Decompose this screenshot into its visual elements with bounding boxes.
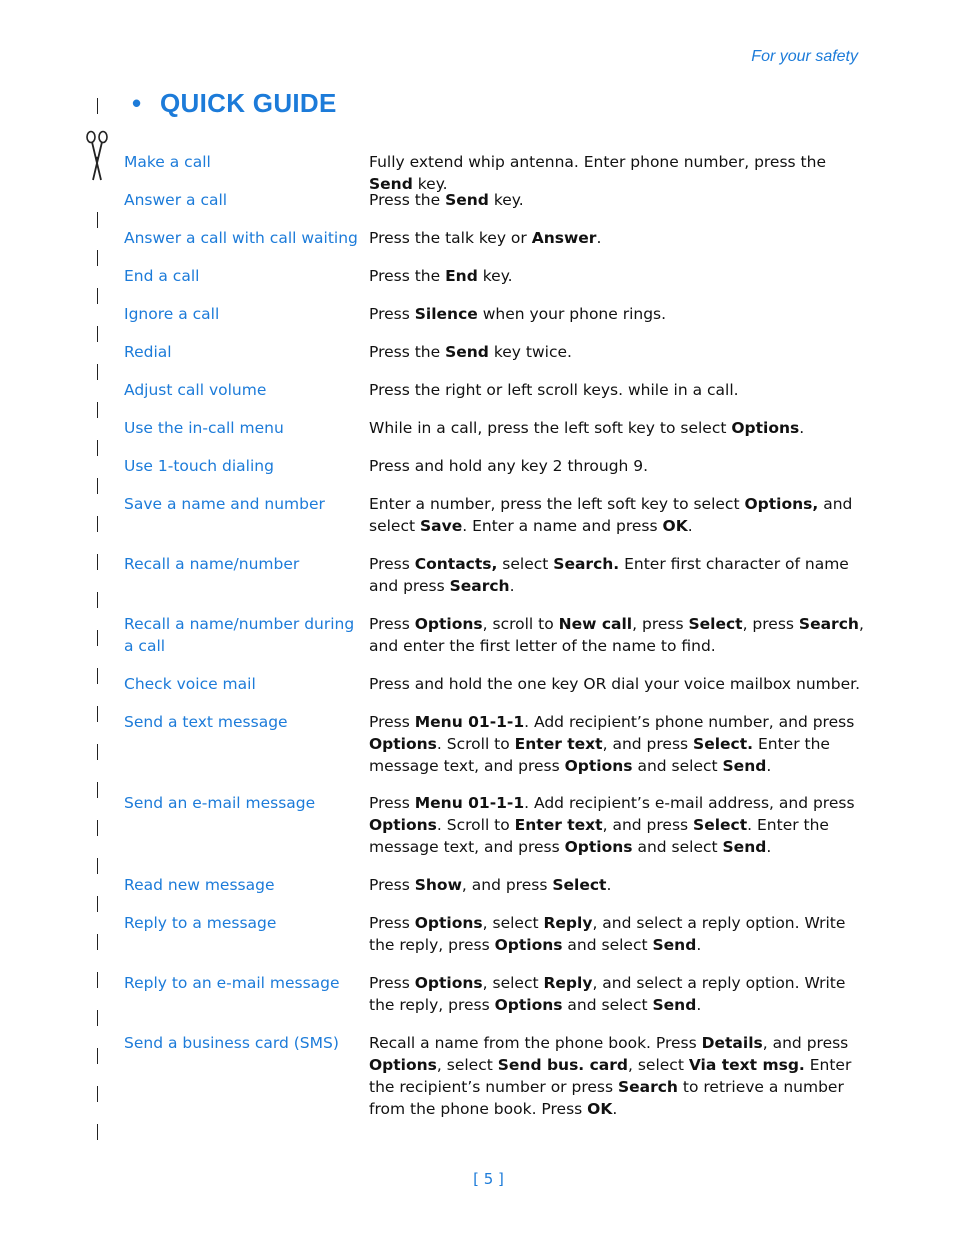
scissors-icon xyxy=(84,130,110,184)
description-text: . xyxy=(509,577,515,595)
description-keyword: Options xyxy=(494,936,563,954)
cut-mark xyxy=(97,1086,98,1102)
cut-mark xyxy=(97,516,98,532)
description-text: . Scroll to xyxy=(436,735,515,753)
description-keyword: Send xyxy=(369,175,413,193)
description-keyword: Via text msg. xyxy=(688,1056,805,1074)
description-text: , and select a reply option. Write the reply, press xyxy=(369,914,846,954)
guide-description xyxy=(369,972,869,1016)
description-text: Press xyxy=(369,914,415,932)
description-keyword: New call xyxy=(558,615,633,633)
description-text: . Enter a name and press xyxy=(462,517,663,535)
page-number: [ 5 ] xyxy=(473,1170,504,1188)
description-keyword: Options xyxy=(414,615,483,633)
guide-action: Use 1-touch dialing xyxy=(124,457,274,475)
guide-action: Redial xyxy=(124,343,172,361)
description-text: Press the right or left scroll keys. while in a call. xyxy=(369,381,739,399)
description-keyword: Send xyxy=(445,191,489,209)
description-keyword: Enter text xyxy=(514,735,603,753)
description-text: and select xyxy=(632,838,723,856)
description-text: . xyxy=(687,517,693,535)
cut-mark xyxy=(97,858,98,874)
description-text: Press xyxy=(369,305,415,323)
description-text: Press the xyxy=(369,343,446,361)
description-text: . Enter the message text, and press xyxy=(369,816,829,856)
description-keyword: Options xyxy=(414,914,483,932)
page-title xyxy=(132,88,337,119)
description-text: , select xyxy=(627,1056,689,1074)
description-keyword: Save xyxy=(419,517,463,535)
description-keyword: Select xyxy=(688,615,743,633)
cut-mark xyxy=(97,1048,98,1064)
description-keyword: Silence xyxy=(414,305,478,323)
cut-mark xyxy=(97,98,98,114)
description-text: , and enter the first letter of the name to find. xyxy=(369,615,864,655)
description-text: and select xyxy=(562,936,653,954)
description-keyword: Menu 01-1-1 xyxy=(414,794,525,812)
description-text: Press the xyxy=(369,267,446,285)
description-keyword: Search xyxy=(798,615,859,633)
description-text: Enter the message text, and press xyxy=(369,735,830,775)
description-keyword: Send xyxy=(652,996,697,1014)
description-keyword: Options, xyxy=(744,495,819,513)
description-text: to retrieve a number from the phone book. Press xyxy=(369,1078,844,1118)
guide-action: Adjust call volume xyxy=(124,381,267,399)
description-keyword: Enter text xyxy=(514,816,603,834)
guide-description xyxy=(369,1032,869,1120)
description-keyword: Menu 01-1-1 xyxy=(414,713,525,731)
guide-description xyxy=(369,711,869,777)
description-text: , select xyxy=(436,1056,498,1074)
description-text: and select xyxy=(369,495,853,535)
description-keyword: Contacts, xyxy=(414,555,498,573)
guide-action: Send a text message xyxy=(124,713,288,731)
description-keyword: OK xyxy=(587,1100,613,1118)
description-keyword: Answer xyxy=(531,229,597,247)
cut-mark xyxy=(97,972,98,988)
description-keyword: Send xyxy=(445,343,489,361)
description-keyword: Options xyxy=(731,419,800,437)
guide-description xyxy=(369,792,869,858)
guide-description xyxy=(369,341,869,363)
description-text: when your phone rings. xyxy=(477,305,667,323)
description-text: , and select a reply option. Write the reply, press xyxy=(369,974,846,1014)
description-text: Press xyxy=(369,876,415,894)
description-keyword: Options xyxy=(369,816,437,834)
guide-action: Reply to a message xyxy=(124,914,277,932)
description-text: Recall a name from the phone book. Press xyxy=(369,1034,702,1052)
description-text: and select xyxy=(632,757,723,775)
description-text: While in a call, press the left soft key to select xyxy=(369,419,732,437)
cut-mark xyxy=(97,1010,98,1026)
cut-mark xyxy=(97,326,98,342)
description-keyword: Show xyxy=(414,876,462,894)
guide-description xyxy=(369,417,869,439)
guide-action: Answer a call xyxy=(124,191,228,209)
guide-description xyxy=(369,303,869,325)
description-text: . xyxy=(799,419,805,437)
description-keyword: Details xyxy=(701,1034,763,1052)
cut-mark xyxy=(97,212,98,228)
description-keyword: Reply xyxy=(543,914,593,932)
description-keyword: Options xyxy=(369,1056,437,1074)
description-text: Press xyxy=(369,713,415,731)
guide-description xyxy=(369,455,869,477)
cut-mark xyxy=(97,250,98,266)
cut-mark xyxy=(97,402,98,418)
description-text: key. xyxy=(477,267,513,285)
guide-action: Recall a name/number during a call xyxy=(124,615,355,655)
description-keyword: Options xyxy=(564,757,633,775)
guide-description xyxy=(369,912,869,956)
description-keyword: End xyxy=(445,267,478,285)
cut-mark xyxy=(97,934,98,950)
description-text: , press xyxy=(632,615,689,633)
description-text: Press and hold the one key OR dial your voice mailbox number. xyxy=(369,675,861,693)
guide-description xyxy=(369,874,869,896)
cut-mark xyxy=(97,554,98,570)
description-keyword: Reply xyxy=(543,974,593,992)
title-bullet: • xyxy=(132,88,142,118)
description-text: , select xyxy=(482,914,544,932)
description-text: , press xyxy=(742,615,799,633)
cut-mark xyxy=(97,744,98,760)
description-keyword: Options xyxy=(414,974,483,992)
description-text: Press xyxy=(369,615,415,633)
guide-action: Use the in-call menu xyxy=(124,419,284,437)
description-text: . xyxy=(612,1100,618,1118)
description-keyword: OK xyxy=(662,517,688,535)
description-text: . xyxy=(766,838,772,856)
guide-description xyxy=(369,227,869,249)
description-text: . Scroll to xyxy=(436,816,515,834)
guide-action: Send an e-mail message xyxy=(124,794,316,812)
guide-description xyxy=(369,673,869,695)
guide-description xyxy=(369,379,869,401)
cut-mark xyxy=(97,820,98,836)
description-text: Enter the recipient’s number or press xyxy=(369,1056,852,1096)
description-text: Press and hold any key 2 through 9. xyxy=(369,457,649,475)
description-text: Press xyxy=(369,555,415,573)
description-keyword: Select xyxy=(693,816,748,834)
description-text: Enter a number, press the left soft key to select xyxy=(369,495,745,513)
description-text: . xyxy=(766,757,772,775)
description-text: , and press xyxy=(762,1034,849,1052)
guide-action: Reply to an e-mail message xyxy=(124,974,340,992)
description-text: Press the xyxy=(369,191,446,209)
description-text: , and press xyxy=(602,816,694,834)
description-text: . xyxy=(596,229,602,247)
cut-mark xyxy=(97,478,98,494)
description-keyword: Send bus. card xyxy=(497,1056,628,1074)
guide-action: Read new message xyxy=(124,876,275,894)
cut-mark xyxy=(97,1124,98,1140)
cut-mark xyxy=(97,364,98,380)
cut-mark xyxy=(97,630,98,646)
description-text: . xyxy=(606,876,612,894)
description-keyword: Select xyxy=(552,876,607,894)
cut-mark xyxy=(97,592,98,608)
guide-action: End a call xyxy=(124,267,200,285)
cut-mark xyxy=(97,706,98,722)
description-text: Fully extend whip antenna. Enter phone number, press the xyxy=(369,153,826,171)
description-text: key. xyxy=(412,175,448,193)
cut-mark xyxy=(97,896,98,912)
cut-mark xyxy=(97,668,98,684)
running-header: For your safety xyxy=(751,48,858,65)
guide-description xyxy=(369,265,869,287)
description-text: key. xyxy=(488,191,524,209)
description-text: . Add recipient’s e-mail address, and press xyxy=(524,794,855,812)
guide-action: Ignore a call xyxy=(124,305,220,323)
guide-action: Make a call xyxy=(124,153,211,171)
description-keyword: Select. xyxy=(693,735,754,753)
page-title-text: QUICK GUIDE xyxy=(160,88,337,118)
description-keyword: Send xyxy=(722,757,767,775)
description-keyword: Options xyxy=(494,996,563,1014)
description-text: . Add recipient’s phone number, and press xyxy=(524,713,855,731)
description-text: . xyxy=(696,996,702,1014)
description-keyword: Send xyxy=(652,936,697,954)
description-keyword: Options xyxy=(564,838,633,856)
description-keyword: Search xyxy=(617,1078,678,1096)
guide-action: Send a business card (SMS) xyxy=(124,1034,339,1052)
description-text: Press the talk key or xyxy=(369,229,532,247)
guide-description xyxy=(369,613,869,657)
guide-action: Save a name and number xyxy=(124,495,325,513)
description-text: Enter first character of name and press xyxy=(369,555,849,595)
guide-action: Check voice mail xyxy=(124,675,256,693)
description-text: . xyxy=(696,936,702,954)
description-text: , select xyxy=(482,974,544,992)
description-text: Press xyxy=(369,794,415,812)
guide-action: Answer a call with call waiting xyxy=(124,229,358,247)
description-keyword: Search. xyxy=(553,555,620,573)
guide-description xyxy=(369,493,869,537)
cut-mark xyxy=(97,440,98,456)
cut-mark xyxy=(97,782,98,798)
description-keyword: Options xyxy=(369,735,437,753)
guide-action: Recall a name/number xyxy=(124,555,300,573)
description-keyword: Search xyxy=(449,577,510,595)
description-text: key twice. xyxy=(488,343,572,361)
description-text: select xyxy=(497,555,554,573)
description-text: , and press xyxy=(461,876,553,894)
description-text: , and press xyxy=(602,735,694,753)
description-text: and select xyxy=(562,996,653,1014)
description-text: , scroll to xyxy=(482,615,559,633)
cut-mark xyxy=(97,288,98,304)
guide-description xyxy=(369,553,869,597)
description-text: Press xyxy=(369,974,415,992)
guide-description xyxy=(369,189,869,211)
description-keyword: Send xyxy=(722,838,767,856)
